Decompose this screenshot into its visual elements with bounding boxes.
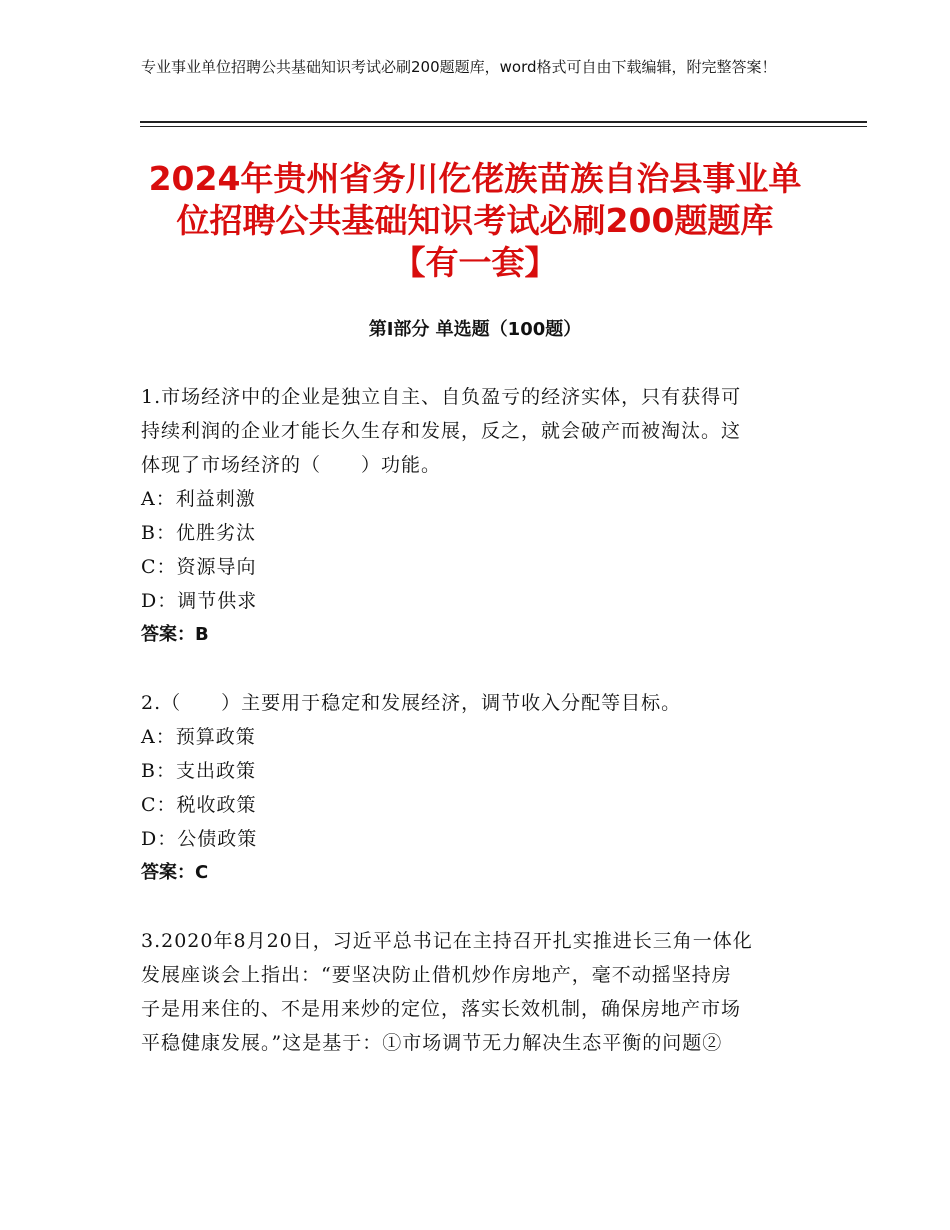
title-line: 位招聘公共基础知识考试必刷200题题库	[176, 201, 774, 240]
question-gap	[141, 652, 811, 686]
question-stem-line: 3.2020年8月20日，习近平总书记在主持召开扎实推进长三角一体化	[141, 930, 753, 952]
answer: 答案：B	[141, 624, 209, 645]
title-line: 2024年贵州省务川仡佬族苗族自治县事业单	[148, 159, 802, 198]
question-stem-line: 体现了市场经济的（ ）功能。	[141, 454, 442, 476]
section-title: 第Ⅰ部分 单选题（100题）	[368, 319, 582, 340]
question-stem-line: 平稳健康发展。”这是基于：①市场调节无力解决生态平衡的问题②	[141, 1032, 723, 1054]
question-2	[141, 686, 811, 890]
answer: 答案：C	[141, 862, 209, 883]
question-stem-line: 持续利润的企业才能长久生存和发展，反之，就会破产而被淘汰。这	[141, 420, 742, 442]
question-3	[141, 924, 811, 1060]
option-d: D：公债政策	[141, 828, 258, 850]
header-rule-thick	[140, 121, 867, 123]
title-line: 【有一套】	[392, 243, 558, 282]
question-list	[141, 380, 811, 1060]
option-c: C：资源导向	[141, 556, 257, 578]
question-stem-line: 2.（ ）主要用于稳定和发展经济，调节收入分配等目标。	[141, 692, 682, 714]
question-stem-line: 1.市场经济中的企业是独立自主、自负盈亏的经济实体，只有获得可	[141, 386, 742, 408]
question-gap	[141, 890, 811, 924]
option-c: C：税收政策	[141, 794, 257, 816]
header-rule-thin	[140, 126, 867, 127]
option-a: A：利益刺激	[141, 488, 256, 510]
option-b: B：支出政策	[141, 760, 256, 782]
question-stem-line: 子是用来住的、不是用来炒的定位，落实长效机制，确保房地产市场	[141, 998, 742, 1020]
option-b: B：优胜劣汰	[141, 522, 256, 544]
option-a: A：预算政策	[141, 726, 256, 748]
question-stem-line: 发展座谈会上指出：“要坚决防止借机炒作房地产，毫不动摇坚持房	[141, 964, 732, 986]
option-d: D：调节供求	[141, 590, 258, 612]
header-note: 专业事业单位招聘公共基础知识考试必刷200题题库，word格式可自由下载编辑，附完整答案！	[141, 58, 777, 76]
question-1	[141, 380, 811, 652]
document-title	[100, 158, 850, 284]
